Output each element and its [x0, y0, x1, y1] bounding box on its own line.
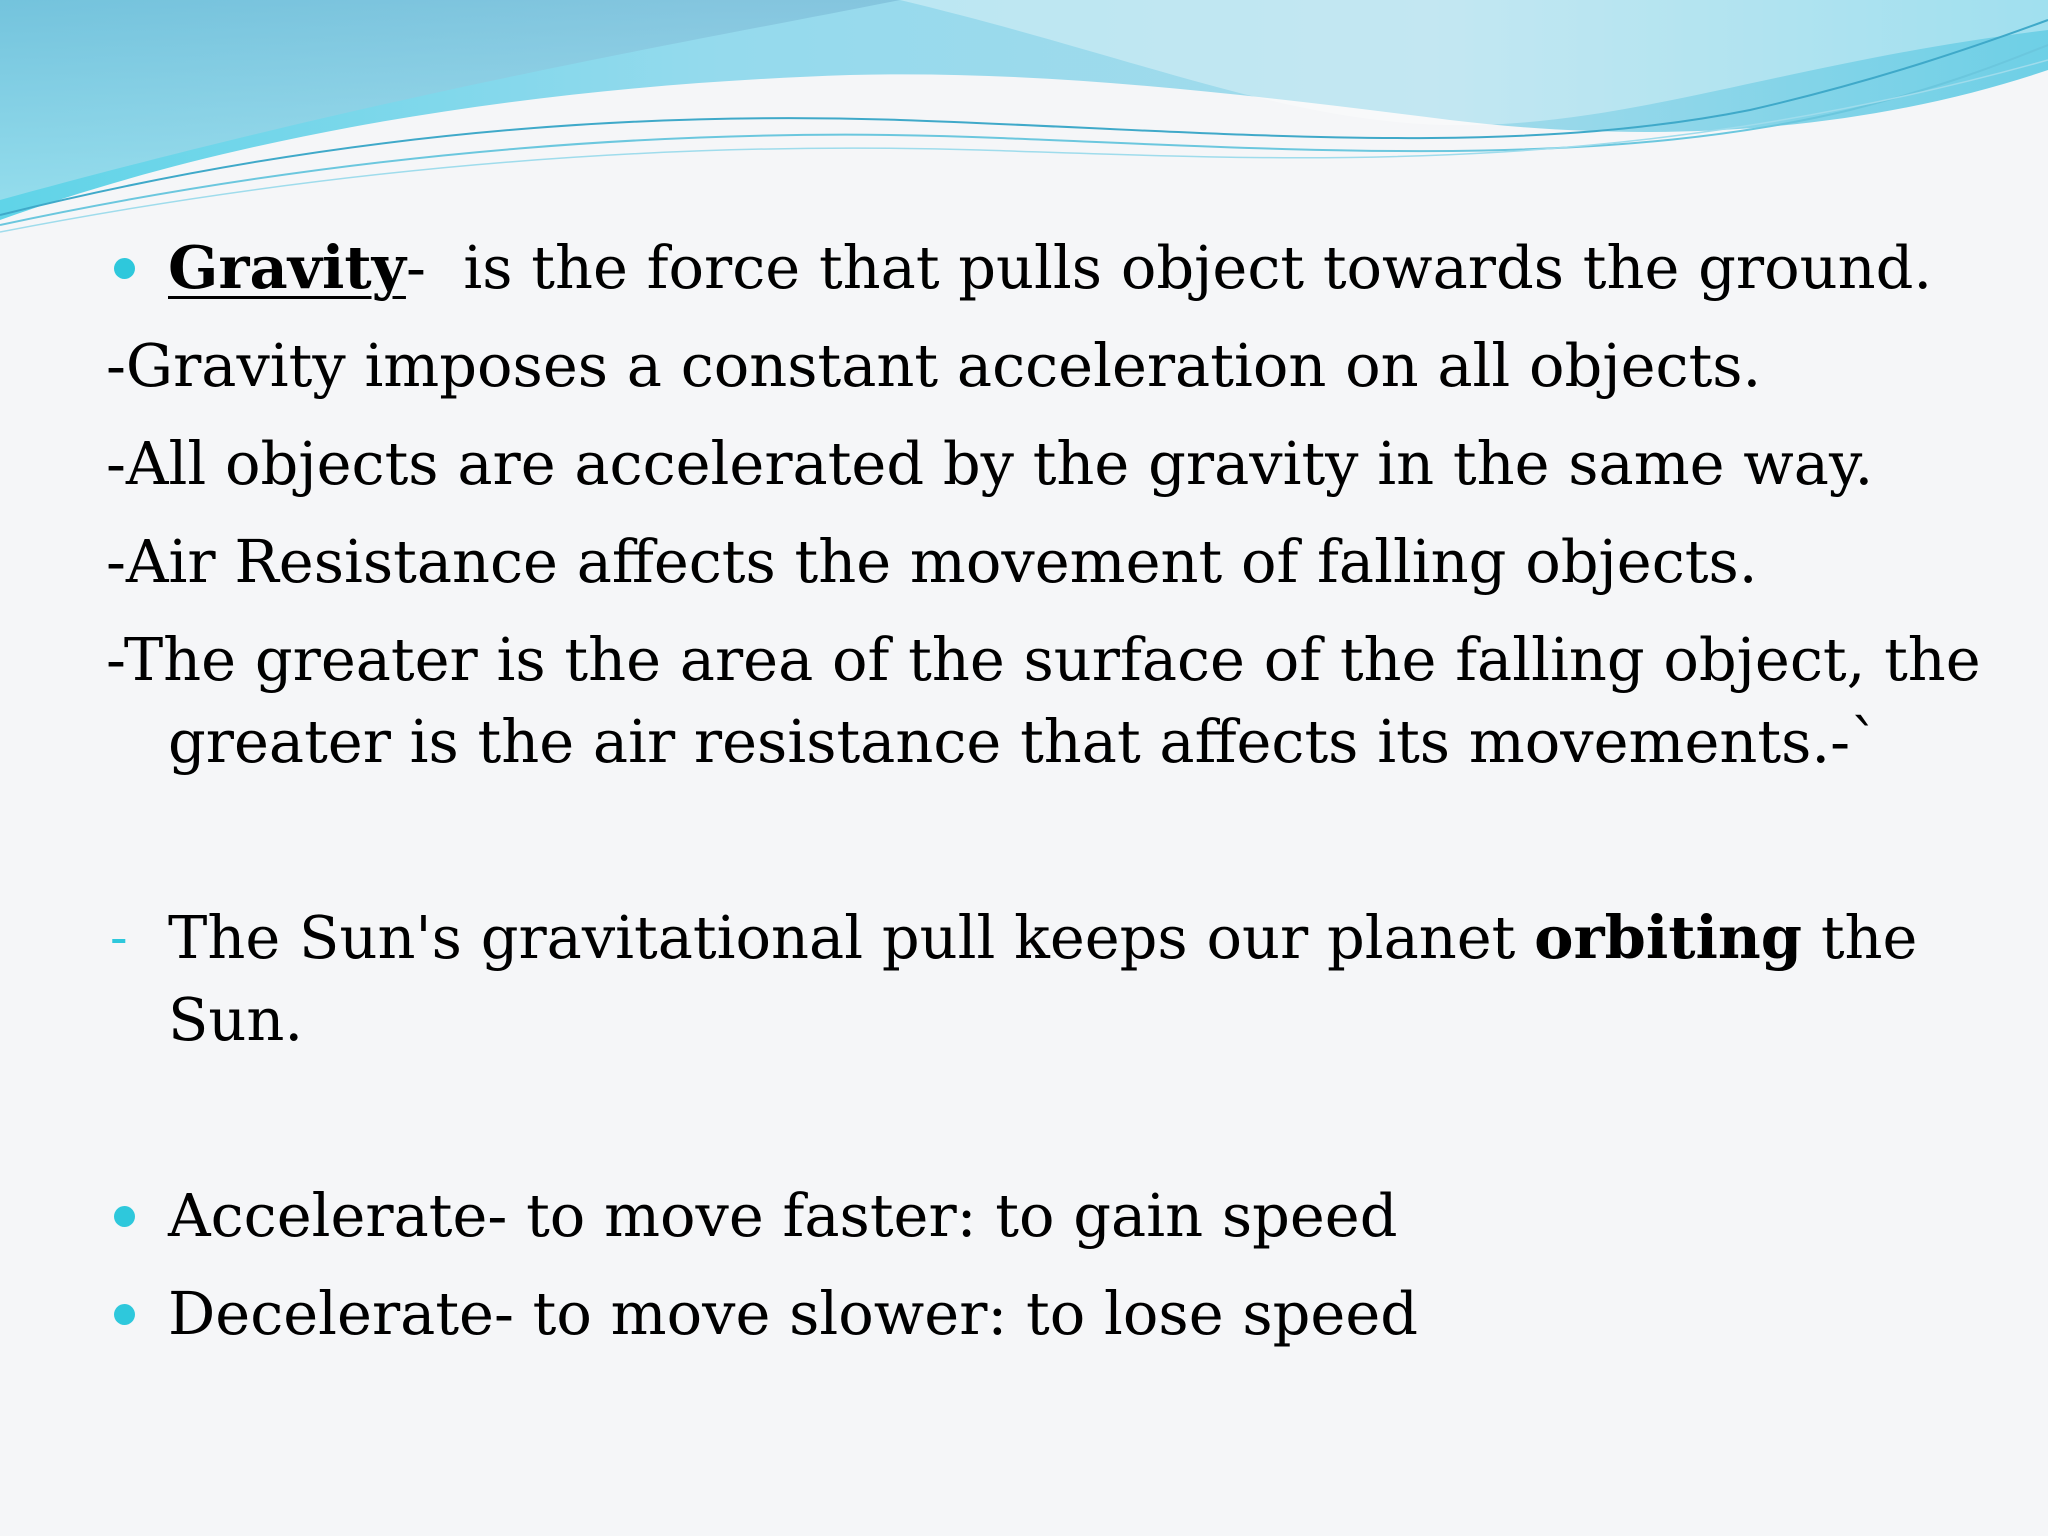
gravity-definition-text: is the force that pulls object towards the ground.	[425, 233, 1933, 302]
gravity-fact-air-resistance: -Air Resistance affects the movement of falling objects.	[106, 527, 1758, 596]
gravity-fact-surface-area-line2: greater is the air resistance that affects its movements.-`	[168, 707, 1880, 776]
gravity-fact-same-way: -All objects are accelerated by the gravity in the same way.	[106, 429, 1874, 498]
bullet-gravity-definition	[168, 228, 1932, 308]
bullet-dot-icon	[114, 1206, 135, 1227]
gravity-fact-constant-acceleration: -Gravity imposes a constant acceleration on all objects.	[106, 331, 1762, 400]
sun-orbit-text-after: the	[1802, 903, 1918, 972]
term-gravity: Gravity	[168, 233, 406, 302]
sun-orbit-bold-word: orbiting	[1534, 903, 1803, 972]
sun-orbit-text-before: The Sun's gravitational pull keeps our planet	[168, 903, 1535, 972]
decelerate-definition: Decelerate- to move slower: to lose speed	[168, 1279, 1419, 1348]
header-wave-decoration	[0, 0, 2048, 240]
sun-orbit-line2: Sun.	[168, 985, 304, 1054]
bullet-dot-icon	[114, 258, 135, 279]
accelerate-definition: Accelerate- to move faster: to gain speed	[168, 1181, 1398, 1250]
sun-orbit-line1	[168, 898, 1917, 978]
gravity-fact-surface-area-line1: -The greater is the area of the surface of the falling object, the	[106, 625, 1981, 694]
dash-bullet-icon: -	[110, 908, 128, 968]
bullet-dot-icon	[114, 1304, 135, 1325]
term-separator: -	[405, 233, 426, 302]
